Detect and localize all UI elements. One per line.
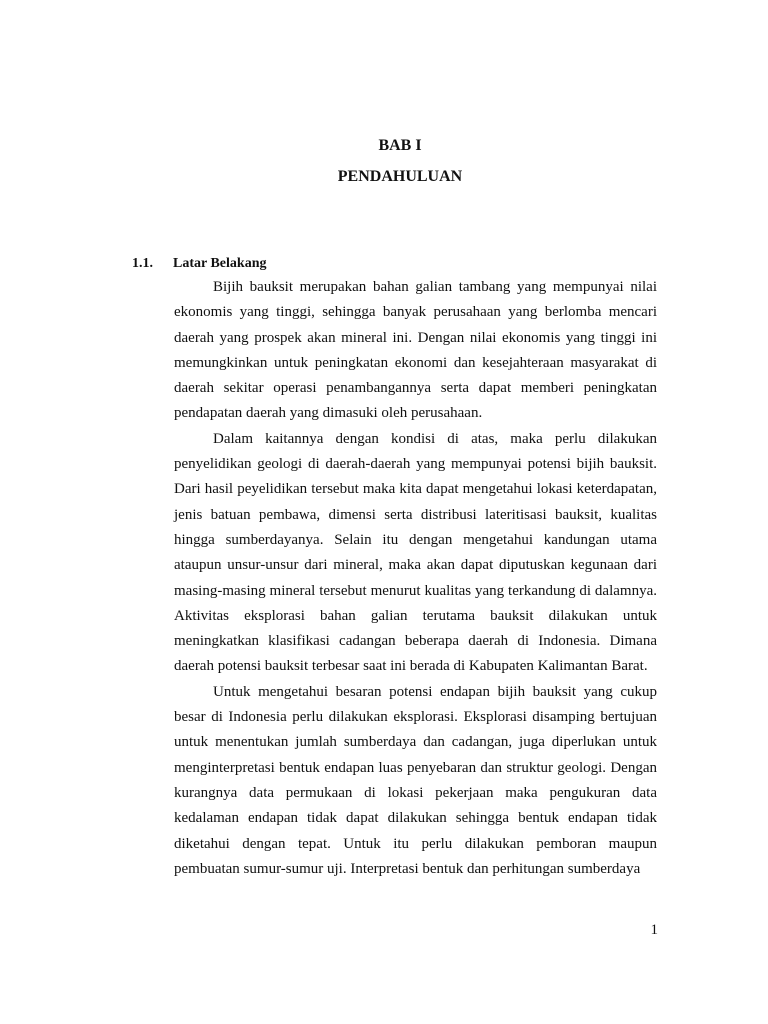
section-number: 1.1. (132, 256, 153, 271)
section-heading (132, 255, 266, 273)
section-title: Latar Belakang (173, 256, 267, 271)
paragraph-3: Untuk mengetahui besaran potensi endapan bijih bauksit yang cukup besar di Indonesia perlu dilakukan eksplorasi. Eksplorasi disamping bertujuan untuk menentukan jumlah sumberdaya dan cadangan, juga diperlukan untuk menginterpretasi bentuk endapan luas penyebaran dan struktur geologi. Dengan kurangnya data permukaan di lokasi pekerjaan maka pengukuran data kedalaman endapan tidak dapat dilakukan sehingga bentuk endapan tidak diketahui dengan tepat. Untuk itu perlu dilakukan pemboran maupun pembuatan sumur-sumur uji. Interpretasi bentuk dan perhitungan sumberdaya (174, 683, 657, 877)
paragraph-2: Dalam kaitannya dengan kondisi di atas, maka perlu dilakukan penyelidikan geologi di daerah-daerah yang mempunyai potensi bijih bauksit. Dari hasil peyelidikan tersebut maka kita dapat mengetahui lokasi keterdapatan, jenis batuan pembawa, dimensi serta distribusi lateritisasi bauksit, kualitas hingga sumberdayanya. Selain itu dengan mengetahui kandungan utama ataupun unsur-unsur dari mineral, maka akan dapat diputuskan kegunaan dari masing-masing mineral tersebut menurut kualitas yang terkandung di dalamnya. Aktivitas eksplorasi bahan galian terutama bauksit dilakukan untuk meningkatkan klasifikasi cadangan beberapa daerah di Indonesia. Dimana daerah potensi bauksit terbesar saat ini berada di Kabupaten Kalimantan Barat. (174, 430, 657, 675)
body-text (174, 275, 657, 882)
paragraph-1: Bijih bauksit merupakan bahan galian tambang yang mempunyai nilai ekonomis yang tinggi, sehingga banyak perusahaan yang berlomba mencari daerah yang prospek akan mineral ini. Dengan nilai ekonomis yang tinggi ini memungkinkan untuk peningkatan ekonomi dan kesejahteraan masyarakat di daerah sekitar operasi penambangannya serta dapat memberi peningkatan pendapatan daerah yang dimasuki oleh perusahaan. (174, 279, 657, 422)
chapter-title: PENDAHULUAN (337, 168, 463, 185)
page-number: 1 (650, 922, 658, 938)
chapter-number: BAB I (378, 137, 422, 154)
